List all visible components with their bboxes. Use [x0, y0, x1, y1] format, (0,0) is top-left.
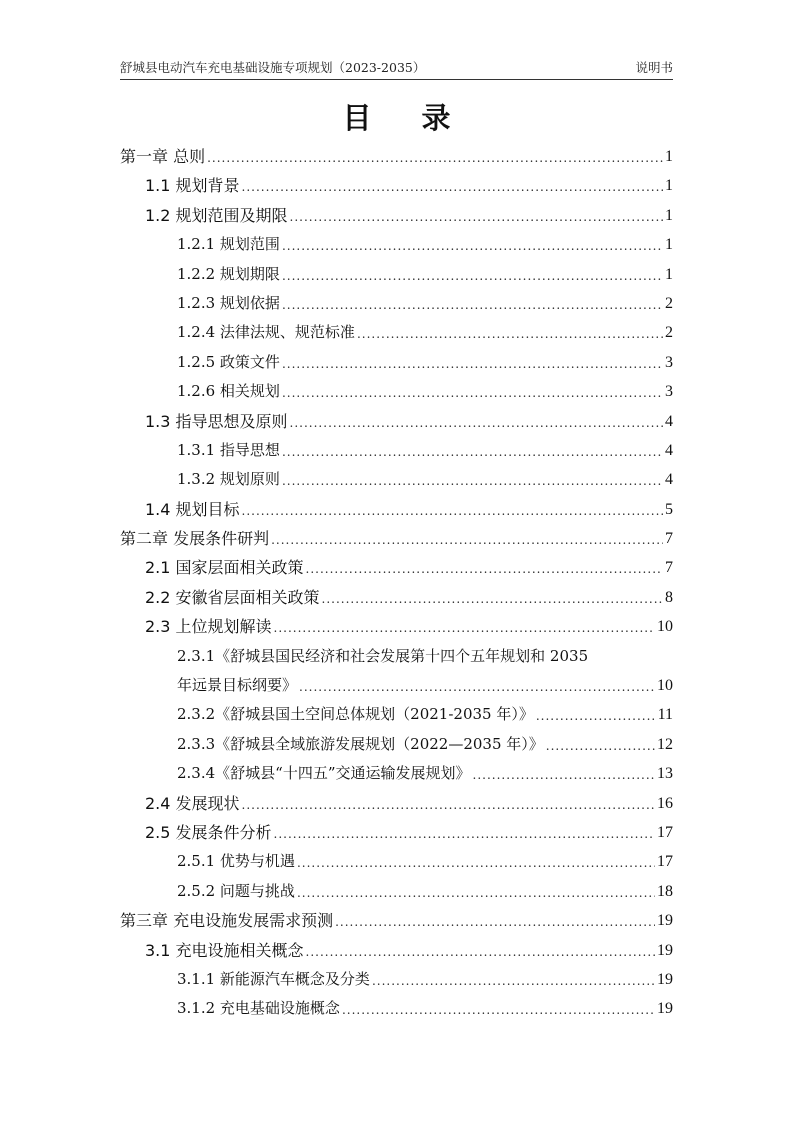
- toc-page-number: 1: [665, 177, 673, 195]
- toc-leader-dots: [274, 818, 655, 847]
- toc-entry[interactable]: [120, 936, 673, 965]
- toc-entry[interactable]: [120, 524, 673, 553]
- toc-entry[interactable]: [120, 994, 673, 1023]
- toc-entry[interactable]: [120, 789, 673, 818]
- header-document-title: 舒城县电动汽车充电基础设施专项规划（2023-2035）: [120, 60, 426, 75]
- toc-page-number: 10: [657, 677, 673, 695]
- toc-page-number: 1: [665, 236, 673, 254]
- toc-entry[interactable]: [120, 407, 673, 436]
- toc-page-number: 3: [665, 353, 673, 371]
- toc-page-number: 2: [665, 294, 673, 312]
- toc-entry-label: 1.2.3 规划依据: [177, 293, 280, 312]
- toc-leader-dots: [322, 583, 663, 612]
- toc-leader-dots: [306, 553, 663, 582]
- toc-entry[interactable]: [120, 260, 673, 289]
- toc-entry-label: 2.1 国家层面相关政策: [145, 558, 304, 578]
- toc-entry[interactable]: [120, 877, 673, 906]
- toc-entry-label: 1.2 规划范围及期限: [145, 205, 288, 225]
- toc-entry[interactable]: [120, 906, 673, 935]
- toc-leader-dots: [274, 612, 655, 641]
- toc-leader-dots: [357, 318, 663, 347]
- toc-leader-dots: [290, 201, 663, 230]
- toc-entry-label: 2.5.2 问题与挑战: [177, 881, 295, 900]
- toc-entry-label: 2.3.2《舒城县国土空间总体规划（2021-2035 年）》: [177, 705, 534, 724]
- toc-entry[interactable]: [120, 377, 673, 406]
- toc-entry-label: 2.5.1 优势与机遇: [177, 852, 295, 871]
- toc-page-number: 8: [665, 588, 673, 606]
- toc-leader-dots: [299, 671, 655, 700]
- toc-leader-dots: [282, 465, 663, 494]
- toc-page-number: 16: [657, 794, 673, 812]
- toc-entry[interactable]: [120, 348, 673, 377]
- toc-entry-label: 2.3.1《舒城县国民经济和社会发展第十四个五年规划和 2035: [177, 646, 589, 665]
- toc-entry-label: 1.3.2 规划原则: [177, 470, 280, 489]
- toc-leader-dots: [282, 289, 663, 318]
- toc-leader-dots: [546, 730, 655, 759]
- page-header: [120, 56, 673, 76]
- toc-leader-dots: [282, 260, 663, 289]
- toc-page-number: 13: [657, 765, 673, 783]
- toc-leader-dots: [297, 847, 655, 876]
- toc-entry[interactable]: [120, 171, 673, 200]
- toc-entry-label: 年远景目标纲要》: [177, 676, 298, 695]
- toc-entry[interactable]: [120, 642, 673, 671]
- toc-entry-label: 1.1 规划背景: [145, 176, 240, 196]
- toc-leader-dots: [242, 789, 655, 818]
- toc-page-number: 18: [657, 882, 673, 900]
- toc-page-number: 4: [665, 471, 673, 489]
- toc-entry[interactable]: [120, 201, 673, 230]
- toc-entry-label: 2.3.3《舒城县全域旅游发展规划（2022—2035 年）》: [177, 734, 544, 753]
- toc-entry-label: 1.2.1 规划范围: [177, 235, 280, 254]
- toc-page-number: 19: [657, 912, 673, 930]
- toc-entry[interactable]: [120, 553, 673, 582]
- header-section-label: 说明书: [635, 60, 673, 75]
- toc-leader-dots: [242, 495, 663, 524]
- toc-entry-label: 1.4 规划目标: [145, 499, 240, 519]
- toc-entry-label: 1.2.4 法律法规、规范标准: [177, 323, 355, 342]
- toc-entry[interactable]: [120, 818, 673, 847]
- toc-page-number: 4: [665, 441, 673, 459]
- toc-entry[interactable]: [120, 700, 673, 729]
- toc-page-number: 3: [665, 383, 673, 401]
- toc-entry[interactable]: [120, 289, 673, 318]
- toc-entry[interactable]: [120, 318, 673, 347]
- toc-leader-dots: [207, 142, 663, 171]
- toc-leader-dots: [372, 965, 655, 994]
- toc-page-number: 19: [657, 1000, 673, 1018]
- toc-leader-dots: [290, 407, 663, 436]
- toc-page-number: 7: [665, 559, 673, 577]
- toc-leader-dots: [282, 377, 663, 406]
- toc-entry[interactable]: [120, 230, 673, 259]
- toc-page-number: 17: [657, 853, 673, 871]
- toc-leader-dots: [242, 171, 663, 200]
- toc-entry-label: 1.2.2 规划期限: [177, 264, 280, 283]
- toc-leader-dots: [536, 700, 656, 729]
- page-title: 目 录: [342, 101, 471, 135]
- toc-entry[interactable]: [120, 759, 673, 788]
- toc-entry[interactable]: [120, 671, 673, 700]
- toc-entry-label: 3.1.2 充电基础设施概念: [177, 999, 340, 1018]
- toc-entry[interactable]: [120, 730, 673, 759]
- toc-entry-label: 第二章 发展条件研判: [120, 529, 270, 549]
- toc-page-number: 2: [665, 324, 673, 342]
- toc-entry-label: 1.3 指导思想及原则: [145, 411, 288, 431]
- toc-entry[interactable]: [120, 436, 673, 465]
- toc-page-number: 7: [665, 530, 673, 548]
- toc-entry-label: 2.3 上位规划解读: [145, 617, 272, 637]
- toc-entry-label: 1.3.1 指导思想: [177, 440, 280, 459]
- toc-leader-dots: [271, 524, 663, 553]
- table-of-contents: [120, 142, 673, 1024]
- toc-entry[interactable]: [120, 583, 673, 612]
- toc-page-number: 19: [657, 941, 673, 959]
- toc-entry-label: 1.2.6 相关规划: [177, 382, 280, 401]
- toc-entry-label: 2.3.4《舒城县“十四五”交通运输发展规划》: [177, 764, 471, 783]
- toc-leader-dots: [335, 906, 655, 935]
- toc-entry[interactable]: [120, 495, 673, 524]
- toc-page-number: 10: [657, 618, 673, 636]
- toc-leader-dots: [282, 436, 663, 465]
- toc-page-number: 19: [657, 970, 673, 988]
- toc-leader-dots: [473, 759, 655, 788]
- toc-page-number: 4: [665, 412, 673, 430]
- toc-leader-dots: [297, 877, 655, 906]
- toc-entry[interactable]: [120, 965, 673, 994]
- toc-page-number: 12: [657, 735, 673, 753]
- toc-entry[interactable]: [120, 142, 673, 171]
- header-divider: [120, 79, 673, 80]
- toc-entry-label: 2.5 发展条件分析: [145, 822, 272, 842]
- toc-entry-label: 第三章 充电设施发展需求预测: [120, 911, 334, 931]
- toc-leader-dots: [282, 348, 663, 377]
- toc-leader-dots: [306, 936, 655, 965]
- toc-entry[interactable]: [120, 612, 673, 641]
- toc-entry-label: 2.2 安徽省层面相关政策: [145, 587, 320, 607]
- toc-page-number: 17: [657, 823, 673, 841]
- toc-entry-label: 3.1 充电设施相关概念: [145, 940, 304, 960]
- toc-leader-dots: [282, 230, 663, 259]
- toc-page-number: 11: [657, 706, 673, 724]
- toc-page-number: 1: [665, 148, 673, 165]
- toc-entry-label: 第一章 总则: [120, 147, 206, 166]
- toc-entry[interactable]: [120, 465, 673, 494]
- toc-leader-dots: [342, 994, 655, 1023]
- toc-entry-label: 2.4 发展现状: [145, 793, 240, 813]
- toc-entry-label: 3.1.1 新能源汽车概念及分类: [177, 969, 370, 988]
- toc-page-number: 5: [665, 500, 673, 518]
- toc-page-number: 1: [665, 265, 673, 283]
- toc-entry[interactable]: [120, 847, 673, 876]
- toc-page-number: 1: [665, 206, 673, 224]
- toc-entry-label: 1.2.5 政策文件: [177, 352, 280, 371]
